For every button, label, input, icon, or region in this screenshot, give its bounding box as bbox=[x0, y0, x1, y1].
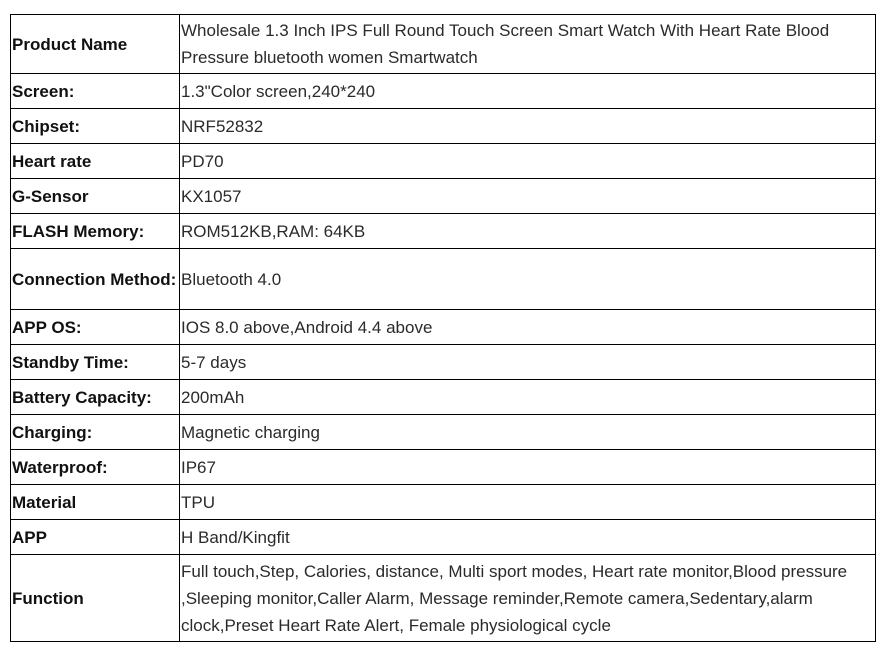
spec-value: ROM512KB,RAM: 64KB bbox=[180, 214, 876, 249]
spec-row-chipset bbox=[11, 109, 876, 144]
spec-row-function bbox=[11, 555, 876, 642]
spec-label: Function bbox=[11, 555, 180, 642]
spec-row-flash-memory bbox=[11, 214, 876, 249]
spec-label: APP bbox=[11, 520, 180, 555]
spec-value: Wholesale 1.3 Inch IPS Full Round Touch Screen Smart Watch With Heart Rate Blood Pressure bluetooth women Smartwatch bbox=[180, 15, 876, 74]
spec-value: 5-7 days bbox=[180, 345, 876, 380]
spec-label: Battery Capacity: bbox=[11, 380, 180, 415]
spec-value: 1.3"Color screen,240*240 bbox=[180, 74, 876, 109]
spec-value: Magnetic charging bbox=[180, 415, 876, 450]
spec-row-waterproof bbox=[11, 450, 876, 485]
spec-label: Standby Time: bbox=[11, 345, 180, 380]
spec-label: Chipset: bbox=[11, 109, 180, 144]
spec-label: FLASH Memory: bbox=[11, 214, 180, 249]
spec-row-battery-capacity bbox=[11, 380, 876, 415]
spec-value: Bluetooth 4.0 bbox=[180, 249, 876, 310]
spec-label: Heart rate bbox=[11, 144, 180, 179]
spec-value: 200mAh bbox=[180, 380, 876, 415]
spec-row-standby-time bbox=[11, 345, 876, 380]
spec-row-connection-method bbox=[11, 249, 876, 310]
spec-value: NRF52832 bbox=[180, 109, 876, 144]
spec-row-material bbox=[11, 485, 876, 520]
spec-row-charging bbox=[11, 415, 876, 450]
spec-label: Charging: bbox=[11, 415, 180, 450]
spec-label: Screen: bbox=[11, 74, 180, 109]
spec-value: TPU bbox=[180, 485, 876, 520]
spec-row-heart-rate bbox=[11, 144, 876, 179]
spec-label: Product Name bbox=[11, 15, 180, 74]
spec-value: PD70 bbox=[180, 144, 876, 179]
spec-label: Connection Method: bbox=[11, 249, 180, 310]
spec-row-screen bbox=[11, 74, 876, 109]
spec-row-app-os bbox=[11, 310, 876, 345]
spec-label: APP OS: bbox=[11, 310, 180, 345]
spec-row-g-sensor bbox=[11, 179, 876, 214]
spec-label: G-Sensor bbox=[11, 179, 180, 214]
spec-value: H Band/Kingfit bbox=[180, 520, 876, 555]
spec-value: IP67 bbox=[180, 450, 876, 485]
spec-value: IOS 8.0 above,Android 4.4 above bbox=[180, 310, 876, 345]
spec-value: KX1057 bbox=[180, 179, 876, 214]
spec-row-product-name bbox=[11, 15, 876, 74]
spec-label: Waterproof: bbox=[11, 450, 180, 485]
spec-table bbox=[10, 14, 876, 642]
spec-label: Material bbox=[11, 485, 180, 520]
spec-row-app bbox=[11, 520, 876, 555]
spec-value: Full touch,Step, Calories, distance, Multi sport modes, Heart rate monitor,Blood pressure ,Sleeping monitor,Caller Alarm, Message reminder,Remote camera,Sedentary,alarm clock,Preset Heart Rate Alert, Female physiological cycle bbox=[180, 555, 876, 642]
